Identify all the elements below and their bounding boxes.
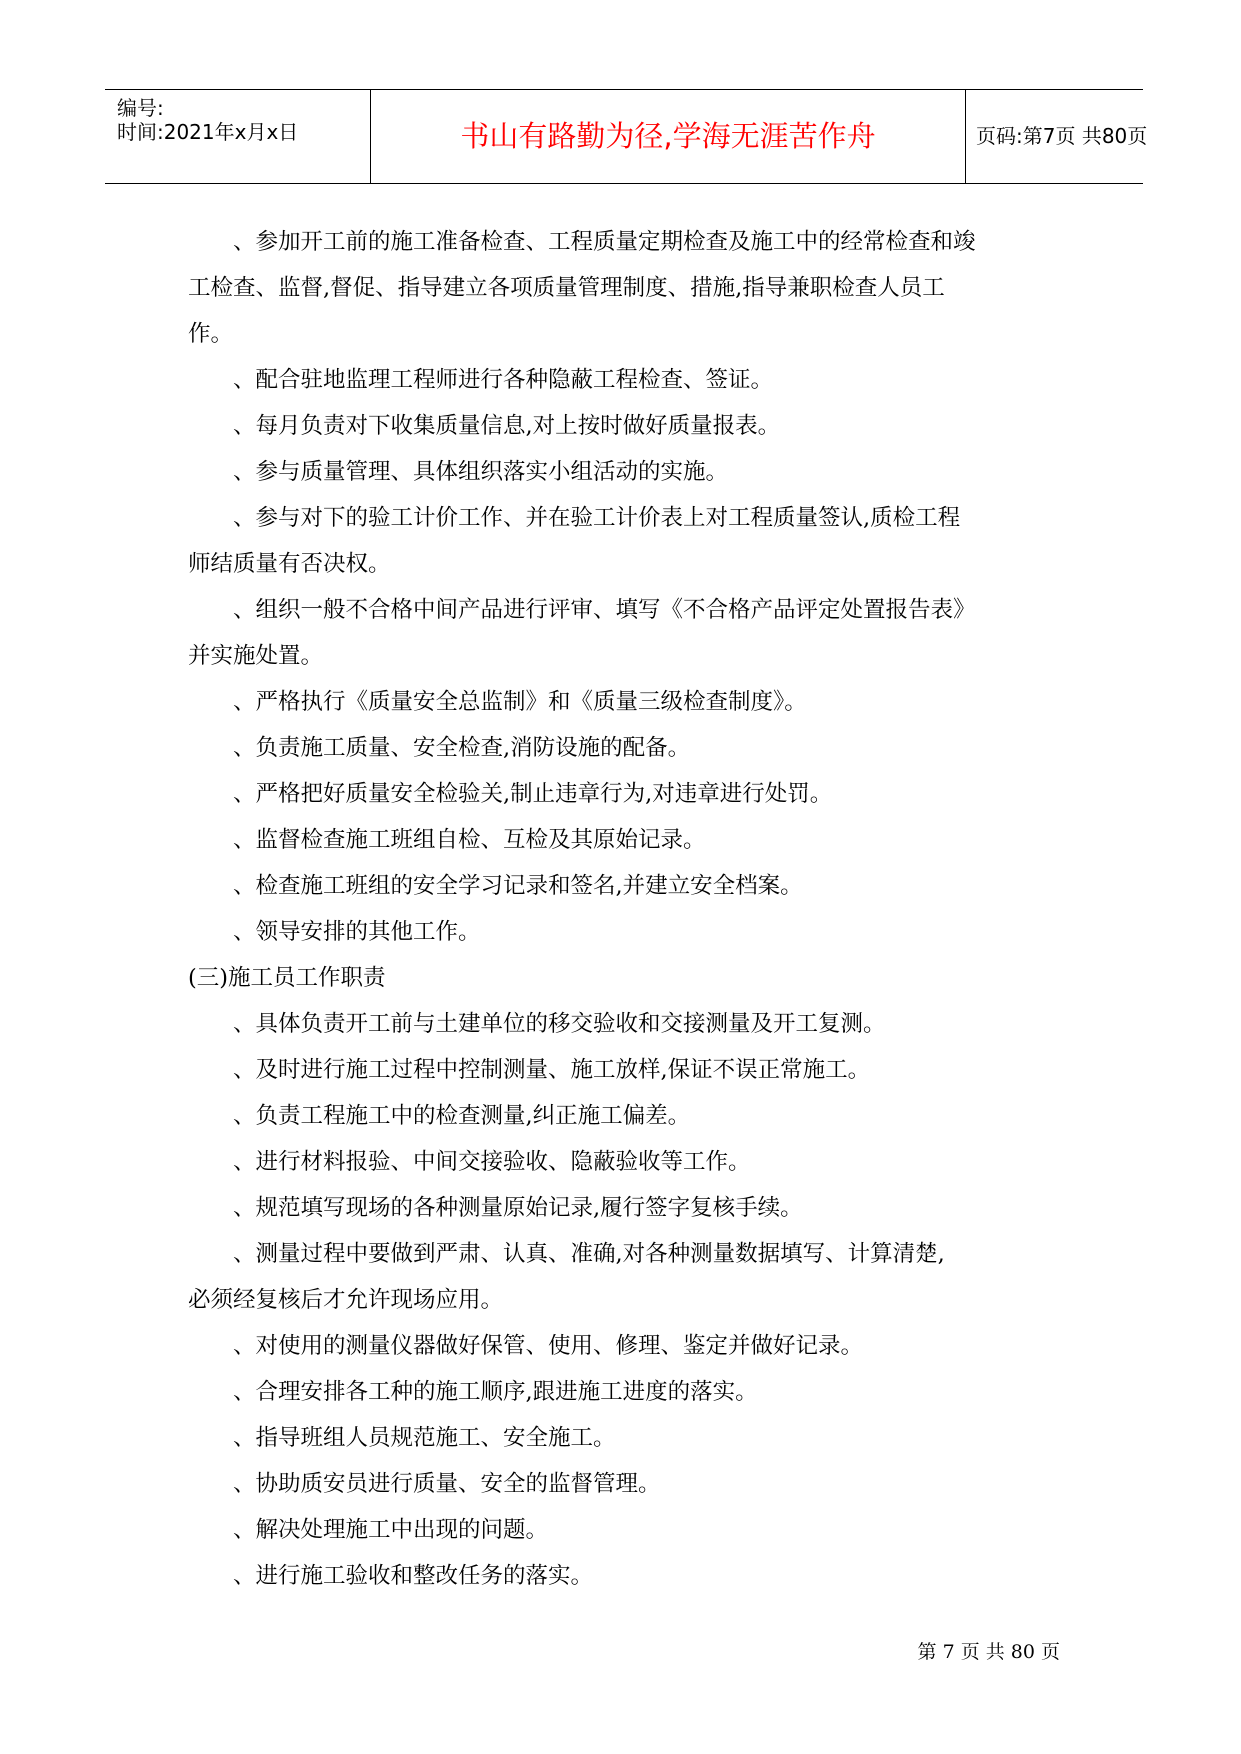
paragraph-line: 、对使用的测量仪器做好保管、使用、修理、鉴定并做好记录。 bbox=[233, 1333, 864, 1359]
paragraph-line: 并实施处置。 bbox=[188, 643, 324, 669]
paragraph-line: 师结质量有否决权。 bbox=[188, 551, 391, 577]
paragraph-line: 、严格把好质量安全检验关,制止违章行为,对违章进行处罚。 bbox=[233, 781, 833, 807]
paragraph-line: 、组织一般不合格中间产品进行评审、填写《不合格产品评定处置报告表》 bbox=[233, 597, 976, 623]
document-number-label: 编号: bbox=[117, 96, 164, 120]
paragraph-line: 、测量过程中要做到严肃、认真、准确,对各种测量数据填写、计算清楚, bbox=[233, 1241, 945, 1267]
paragraph-line: 、合理安排各工种的施工顺序,跟进施工进度的落实。 bbox=[233, 1379, 758, 1405]
header-page-label: 页码:第7页 共80页 bbox=[976, 124, 1148, 148]
paragraph-line: 、进行材料报验、中间交接验收、隐蔽验收等工作。 bbox=[233, 1149, 751, 1175]
header-motto-cell bbox=[371, 90, 966, 183]
paragraph-line: 、解决处理施工中出现的问题。 bbox=[233, 1517, 549, 1543]
page-footer: 第 7 页 共 80 页 bbox=[917, 1641, 1060, 1663]
paragraph-line: 、进行施工验收和整改任务的落实。 bbox=[233, 1563, 594, 1589]
paragraph-line: 、领导安排的其他工作。 bbox=[233, 919, 481, 945]
page-header bbox=[105, 89, 1148, 184]
paragraph-line: 、具体负责开工前与土建单位的移交验收和交接测量及开工复测。 bbox=[233, 1011, 886, 1037]
paragraph-line: 、及时进行施工过程中控制测量、施工放样,保证不误正常施工。 bbox=[233, 1057, 871, 1083]
paragraph-line: 、严格执行《质量安全总监制》和《质量三级检查制度》。 bbox=[233, 689, 807, 715]
paragraph-line: 必须经复核后才允许现场应用。 bbox=[188, 1287, 504, 1313]
paragraph-line: 、参与质量管理、具体组织落实小组活动的实施。 bbox=[233, 459, 729, 485]
paragraph-line: 、监督检查施工班组自检、互检及其原始记录。 bbox=[233, 827, 706, 853]
paragraph-line: 、指导班组人员规范施工、安全施工。 bbox=[233, 1425, 616, 1451]
paragraph-line: 工检查、监督,督促、指导建立各项质量管理制度、措施,指导兼职检查人员工 bbox=[188, 275, 945, 301]
header-info-cell bbox=[105, 90, 371, 183]
paragraph-line: 、规范填写现场的各种测量原始记录,履行签字复核手续。 bbox=[233, 1195, 803, 1221]
paragraph-line: 作。 bbox=[188, 321, 234, 347]
paragraph-line: 、每月负责对下收集质量信息,对上按时做好质量报表。 bbox=[233, 413, 781, 439]
paragraph-line: 、配合驻地监理工程师进行各种隐蔽工程检查、签证。 bbox=[233, 367, 774, 393]
paragraph-line: 、负责工程施工中的检查测量,纠正施工偏差。 bbox=[233, 1103, 691, 1129]
section-heading: (三)施工员工作职责 bbox=[188, 965, 386, 991]
paragraph-line: 、参加开工前的施工准备检查、工程质量定期检查及施工中的经常检查和竣 bbox=[233, 229, 976, 255]
paragraph-line: 、协助质安员进行质量、安全的监督管理。 bbox=[233, 1471, 661, 1497]
paragraph-line: 、参与对下的验工计价工作、并在验工计价表上对工程质量签认,质检工程 bbox=[233, 505, 961, 531]
header-motto: 书山有路勤为径,学海无涯苦作舟 bbox=[460, 119, 876, 153]
paragraph-line: 、负责施工质量、安全检查,消防设施的配备。 bbox=[233, 735, 691, 761]
document-time-label: 时间:2021年x月x日 bbox=[117, 120, 299, 144]
header-page-cell bbox=[966, 90, 1148, 183]
document-body bbox=[188, 219, 1078, 1599]
paragraph-line: 、检查施工班组的安全学习记录和签名,并建立安全档案。 bbox=[233, 873, 803, 899]
